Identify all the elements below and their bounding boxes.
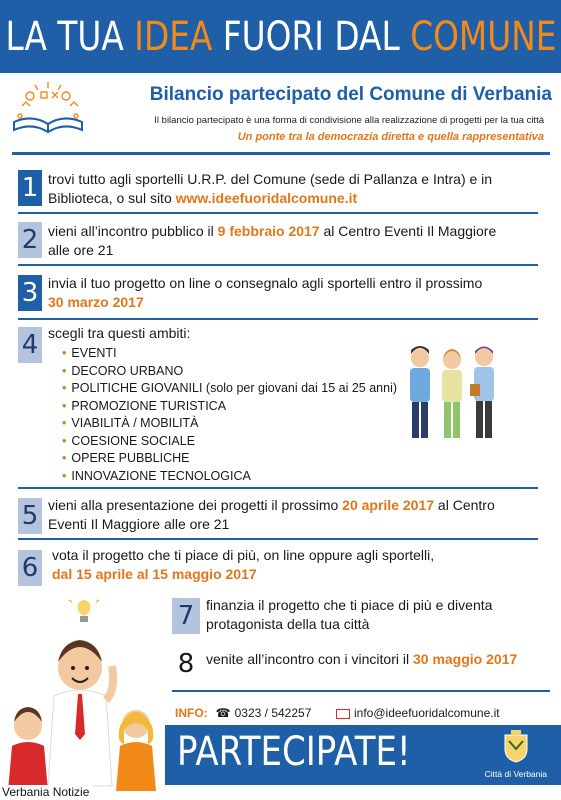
subtitle: Bilancio partecipato del Comune di Verbania [149, 84, 552, 105]
page-title [5, 14, 556, 60]
footer-banner [165, 725, 561, 785]
step-4-text: scegli tra questi ambiti: [48, 325, 191, 341]
description: Il bilancio partecipato è una forma di condivisione alla realizzazione di progetti per la tua città [154, 115, 544, 126]
website-link[interactable]: www.ideefuoridalcomune.it [175, 190, 358, 206]
step-3-divider [18, 318, 538, 320]
step-5-number: 5 [18, 498, 42, 534]
step-2-date: 9 febbraio 2017 [217, 223, 320, 239]
info-contact [175, 706, 311, 720]
cta-partecipate: PARTECIPATE! [177, 729, 411, 775]
step-5-text [48, 496, 548, 534]
list-item: • OPERE PUBBLICHE [62, 450, 397, 468]
step-6-date: dal 15 aprile al 15 maggio 2017 [52, 566, 257, 582]
step-2-line-1b: al Centro Eventi Il Maggiore [319, 223, 497, 239]
list-item: • EVENTI [62, 345, 397, 363]
step-2-text [48, 222, 548, 260]
young-people-illustration [400, 340, 510, 445]
phone-icon: ☎ [215, 706, 231, 720]
step-5-divider [18, 538, 538, 540]
list-item: • COESIONE SOCIALE [62, 433, 397, 451]
step-6-number: 6 [18, 550, 42, 586]
ambiti-list [62, 345, 397, 485]
step-7-line-2: protagonista della tua città [206, 616, 370, 632]
step-2-line-2: alle ore 21 [48, 242, 114, 258]
family-illustration [0, 596, 165, 791]
list-item: • INNOVAZIONE TECNOLOGICA [62, 468, 397, 486]
list-item: • PROMOZIONE TURISTICA [62, 398, 397, 416]
tagline: Un ponte tra la democrazia diretta e quella rappresentativa [237, 131, 544, 143]
step-6-text [52, 546, 552, 584]
list-item: • DECORO URBANO [62, 363, 397, 381]
phone-number[interactable]: 0323 / 542257 [234, 706, 312, 720]
email-icon [336, 709, 350, 719]
step-8-divider [172, 690, 550, 692]
step-8-number: 8 [172, 646, 200, 682]
step-1-divider [18, 212, 538, 214]
source-credit: Verbania Notizie [2, 785, 93, 799]
step-1-text [48, 170, 548, 208]
step-5-date: 20 aprile 2017 [342, 497, 435, 513]
step-2-divider [18, 264, 538, 266]
step-7-line-1: finanzia il progetto che ti piace di più e diventa [206, 597, 493, 613]
step-3-line-1: invia il tuo progetto on line o consegnalo agli sportelli entro il prossimo [48, 275, 483, 291]
step-1-line-1: trovi tutto agli sportelli U.R.P. del Comune (sede di Pallanza e Intra) e in [48, 171, 493, 187]
divider [12, 152, 550, 155]
step-2-line-1: vieni all’incontro pubblico il [48, 223, 218, 239]
step-6-line-1: vota il progetto che ti piace di più, on line oppure agli sportelli, [52, 547, 435, 563]
step-3-date: 30 marzo 2017 [48, 294, 144, 310]
step-4-number: 4 [18, 327, 42, 363]
step-5-line-1b: al Centro [434, 497, 495, 513]
step-3-text [48, 274, 548, 312]
step-5-line-1: vieni alla presentazione dei progetti il prossimo [48, 497, 343, 513]
city-label: Città di Verbania [484, 769, 547, 779]
city-crest-icon [503, 729, 529, 763]
step-7-text [206, 596, 546, 634]
list-item: • VIABILITÀ / MOBILITÀ [62, 415, 397, 433]
step-1-number: 1 [18, 170, 42, 206]
step-5-line-2: Eventi Il Maggiore alle ore 21 [48, 516, 230, 532]
step-3-number: 3 [18, 275, 42, 311]
info-label: INFO: [175, 706, 208, 720]
step-7-number: 7 [172, 598, 200, 634]
header-banner [0, 0, 561, 73]
email-link[interactable]: info@ideefuoridalcomune.it [354, 706, 500, 720]
step-8-date: 30 maggio 2017 [412, 651, 518, 667]
book-ideas-icon [8, 78, 88, 138]
title-part-1: LA TUA [4, 13, 134, 60]
step-4-divider [18, 487, 538, 489]
title-highlight-idea: IDEA [133, 13, 212, 60]
step-1-line-2: Biblioteca, o sul sito [48, 190, 176, 206]
title-highlight-comune: COMUNE [409, 13, 557, 60]
info-email-row [336, 706, 500, 720]
step-8-line-1: venite all’incontro con i vincitori il [206, 651, 413, 667]
list-item: • POLITICHE GIOVANILI (solo per giovani dai 15 ai 25 anni) [62, 380, 397, 398]
step-2-number: 2 [18, 222, 42, 258]
step-8-text [206, 650, 551, 669]
title-part-2: FUORI DAL [211, 13, 410, 60]
